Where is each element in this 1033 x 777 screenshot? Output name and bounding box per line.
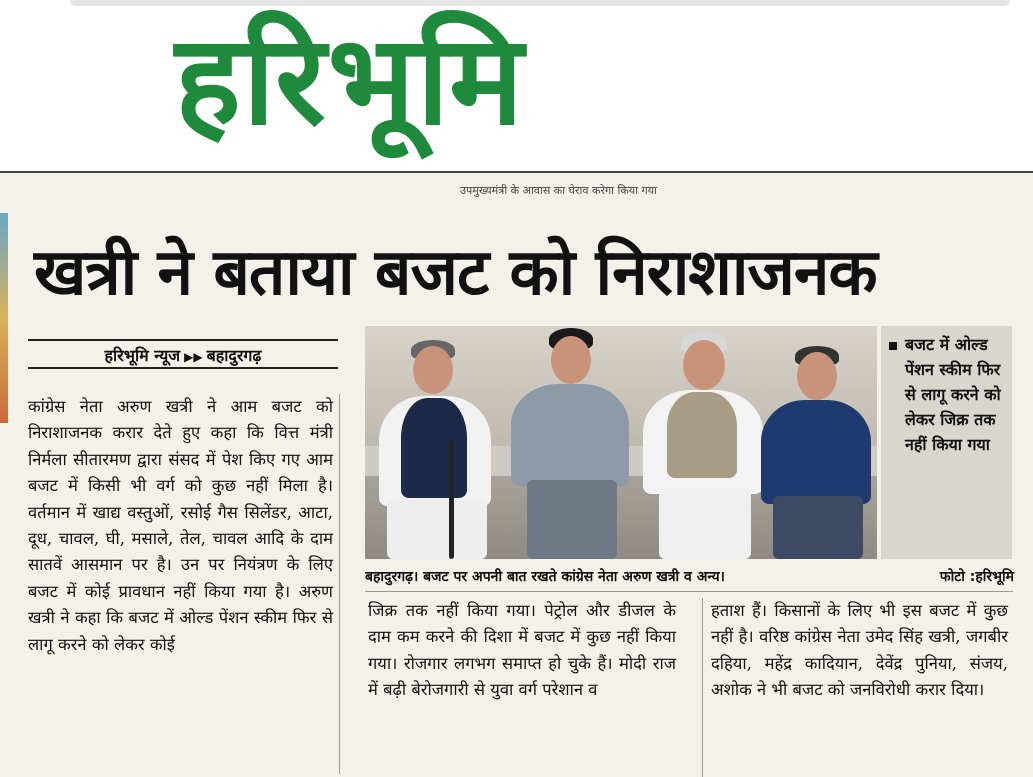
square-bullet-icon [889, 342, 897, 350]
news-clipping [0, 173, 1033, 777]
cut-off-previous-text: उपमुख्यमंत्री के आवास का घेराव करेगा किया गया [460, 184, 657, 197]
highlight-text: बजट में ओल्ड पेंशन स्कीम फिर से लागू करने को लेकर जिक्र तक नहीं किया गया [905, 335, 1001, 454]
photo-person-3 [637, 332, 767, 559]
byline-place: बहादुरगढ़ [206, 346, 262, 365]
article-column-1: कांग्रेस नेता अरुण खत्री ने आम बजट को निराशाजनक करार देते हुए कहा कि वित्त मंत्री निर्मला सीतारमण द्वारा संसद में पेश किए गए आम बजट में किसी भी वर्ग को कुछ नहीं मिला है। वर्तमान में खाद्य वस्तुओं, रसोई गैस सिलेंडर, आटा, दूध, चावल, घी, मसाले, तेल, चावल आदि के दाम सातवें आसमान पर है। उन पर नियंत्रण के लिए बजट में कोई प्रावधान नहीं किया गया है। अरुण खत्री ने कहा कि बजट में ओल्ड पेंशन स्कीम फिर से लागू करने को लेकर कोई [28, 394, 340, 774]
masthead [0, 0, 1033, 172]
article-column-3: हताश हैं। किसानों के लिए भी इस बजट में कुछ नहीं है। वरिष्ठ कांग्रेस नेता उमेद सिंह खत्री, जगबीर दहिया, महेंद्र कादियान, देवेंद्र पुनिया, संजय, अशोक ने भी बजट को जनविरोधी करार दिया। [702, 598, 1008, 777]
highlight-box [881, 326, 1012, 559]
photo-person-4 [757, 346, 875, 559]
photo-credit: फोटो :हरिभूमि [939, 569, 1014, 585]
news-photo [365, 326, 877, 559]
byline-arrows-icon: ▶▶ [184, 350, 203, 364]
photo-person-1 [371, 340, 501, 559]
byline-source: हरिभूमि न्यूज [104, 346, 181, 365]
adjacent-image-edge [0, 213, 8, 423]
article-column-2: जिक्र तक नहीं किया गया। पेट्रोल और डीजल के दाम कम करने की दिशा में बजट में कुछ नहीं किया गया। रोजगार लगभग समाप्त हो चुके हैं। मोदी राज में बढ़ी बेरोजगारी से युवा वर्ग परेशान व [368, 601, 676, 700]
caption-divider [365, 591, 1013, 592]
photo-caption: बहादुरगढ़। बजट पर अपनी बात रखते कांग्रेस नेता अरुण खत्री व अन्य। [365, 569, 725, 585]
byline [28, 339, 338, 369]
photo-person-2 [505, 328, 635, 559]
newspaper-logo: हरिभूमि [175, 9, 526, 153]
headline: खत्री ने बताया बजट को निराशाजनक [34, 236, 877, 310]
